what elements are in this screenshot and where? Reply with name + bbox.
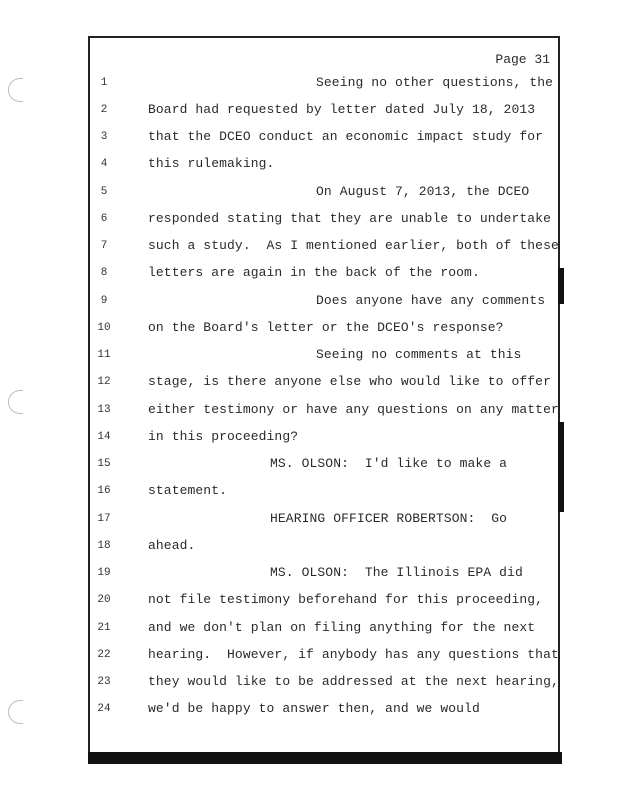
line-number: 13 — [97, 404, 111, 416]
line-number: 12 — [97, 376, 111, 388]
line-number: 14 — [97, 431, 111, 443]
transcript-line: stage, is there anyone else who would like to offer — [148, 374, 551, 389]
transcript-line: that the DCEO conduct an economic impact study for — [148, 129, 544, 144]
transcript-line: hearing. However, if anybody has any questions that — [148, 647, 559, 662]
line-number: 6 — [100, 213, 108, 225]
line-number: 19 — [97, 567, 111, 579]
punch-hole-mark — [8, 390, 23, 414]
transcript-line: responded stating that they are unable to undertake — [148, 211, 551, 226]
line-number: 17 — [97, 513, 111, 525]
line-number: 24 — [97, 703, 111, 715]
margin-change-bar — [558, 422, 564, 512]
transcript-line: Does anyone have any comments — [316, 293, 546, 308]
margin-change-bar — [558, 268, 564, 304]
line-number: 18 — [97, 540, 111, 552]
transcript-line: HEARING OFFICER ROBERTSON: Go — [270, 511, 508, 526]
transcript-line: letters are again in the back of the room. — [148, 265, 480, 280]
transcript-line: we'd be happy to answer then, and we would — [148, 701, 480, 716]
punch-hole-mark — [8, 78, 23, 102]
transcript-line: and we don't plan on filing anything for the next — [148, 620, 536, 635]
transcript-line: on the Board's letter or the DCEO's response? — [148, 320, 504, 335]
transcript-line: statement. — [148, 483, 228, 498]
line-number: 15 — [97, 458, 111, 470]
line-number: 10 — [97, 322, 111, 334]
transcript-line: On August 7, 2013, the DCEO — [316, 184, 530, 199]
page-border-left — [88, 36, 90, 764]
punch-hole-mark — [8, 700, 23, 724]
transcript-line: either testimony or have any questions on any matter — [148, 402, 559, 417]
line-number: 22 — [97, 649, 111, 661]
transcript-line: ahead. — [148, 538, 196, 553]
line-number: 9 — [100, 295, 108, 307]
page-border-bottom — [88, 752, 562, 764]
line-number: 7 — [100, 240, 108, 252]
transcript-line: not file testimony beforehand for this proceeding, — [148, 592, 544, 607]
page-border-top — [88, 36, 560, 38]
transcript-line: such a study. As I mentioned earlier, both of these — [148, 238, 559, 253]
transcript-line: Board had requested by letter dated July 18, 2013 — [148, 102, 536, 117]
transcript-line: this rulemaking. — [148, 156, 275, 171]
line-number: 1 — [100, 77, 108, 89]
line-number: 23 — [97, 676, 111, 688]
transcript-line: Seeing no comments at this — [316, 347, 522, 362]
transcript-line: MS. OLSON: The Illinois EPA did — [270, 565, 523, 580]
transcript-line: they would like to be addressed at the next hearing, — [148, 674, 559, 689]
line-number: 21 — [97, 622, 111, 634]
line-number: 2 — [100, 104, 108, 116]
line-number: 20 — [97, 594, 111, 606]
line-number: 16 — [97, 485, 111, 497]
transcript-line: MS. OLSON: I'd like to make a — [270, 456, 508, 471]
page-number: Page 31 — [495, 52, 550, 67]
line-number: 5 — [100, 186, 108, 198]
line-number: 11 — [97, 349, 111, 361]
transcript-line: in this proceeding? — [148, 429, 299, 444]
line-number: 8 — [100, 267, 108, 279]
line-number: 4 — [100, 158, 108, 170]
line-number: 3 — [100, 131, 108, 143]
transcript-line: Seeing no other questions, the — [316, 75, 554, 90]
